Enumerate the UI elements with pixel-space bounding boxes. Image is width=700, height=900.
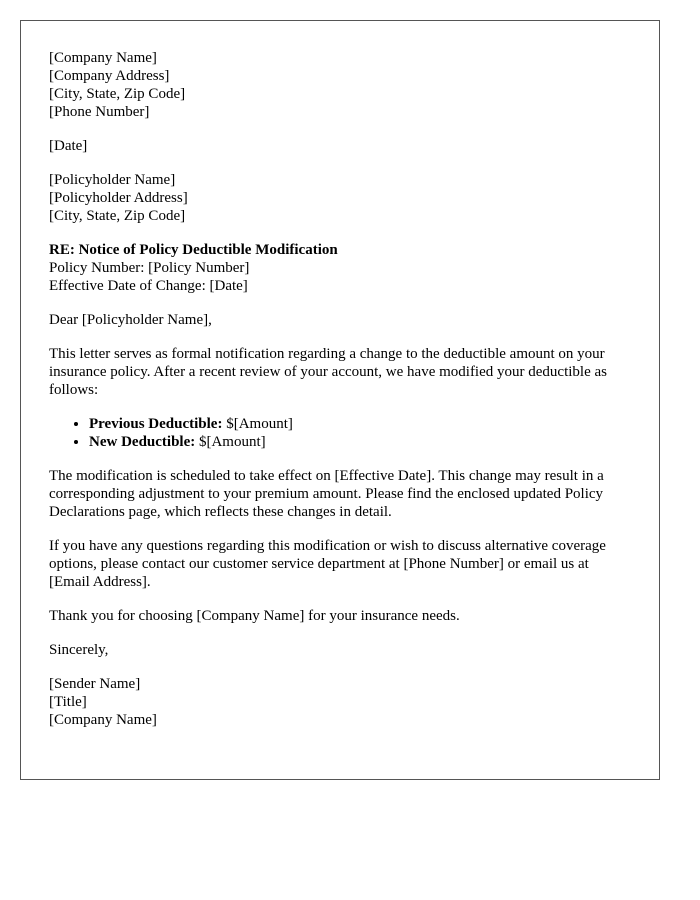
salutation: Dear [Policyholder Name], — [49, 312, 212, 328]
recipient-address: [Policyholder Address] — [49, 190, 188, 206]
policy-number: Policy Number: [Policy Number] — [49, 260, 250, 276]
signature-block — [49, 675, 631, 729]
signature-title: [Title] — [49, 694, 87, 710]
signature-company: [Company Name] — [49, 712, 157, 728]
sender-company-address: [Company Address] — [49, 68, 170, 84]
effective-date: Effective Date of Change: [Date] — [49, 278, 248, 294]
letter-page — [20, 20, 660, 780]
intro-paragraph: This letter serves as formal notification regarding a change to the deductible amount on your insurance policy. After a recent review of your account, we have modified your deductible as follows: — [49, 346, 607, 398]
previous-deductible-value: $[Amount] — [222, 416, 293, 432]
sender-city-state-zip: [City, State, Zip Code] — [49, 86, 186, 102]
sender-company-name: [Company Name] — [49, 50, 157, 66]
previous-deductible-label: Previous Deductible: — [89, 416, 223, 432]
closing: Sincerely, — [49, 642, 109, 658]
letter-date: [Date] — [49, 138, 88, 154]
list-item — [89, 415, 631, 433]
recipient-city-state-zip: [City, State, Zip Code] — [49, 208, 186, 224]
contact-paragraph: If you have any questions regarding this modification or wish to discuss alternative coverage options, please contact our customer service department at [Phone Number] or email us at [Email Address]. — [49, 538, 606, 590]
subject-block — [49, 241, 631, 295]
thanks-paragraph: Thank you for choosing [Company Name] for your insurance needs. — [49, 608, 460, 624]
date-block — [49, 137, 631, 155]
recipient-address-block — [49, 171, 631, 225]
subject-title: RE: Notice of Policy Deductible Modification — [49, 242, 338, 258]
recipient-name: [Policyholder Name] — [49, 172, 176, 188]
sender-phone: [Phone Number] — [49, 104, 150, 120]
sender-address-block — [49, 49, 631, 121]
list-item — [89, 433, 631, 451]
deductible-change-list — [49, 415, 631, 451]
signature-name: [Sender Name] — [49, 676, 141, 692]
effect-paragraph: The modification is scheduled to take effect on [Effective Date]. This change may result in a corresponding adjustment to your premium amount. Please find the enclosed updated Policy Declarations page, which reflects these changes in detail. — [49, 468, 604, 520]
new-deductible-label: New Deductible: — [89, 434, 196, 450]
new-deductible-value: $[Amount] — [195, 434, 266, 450]
